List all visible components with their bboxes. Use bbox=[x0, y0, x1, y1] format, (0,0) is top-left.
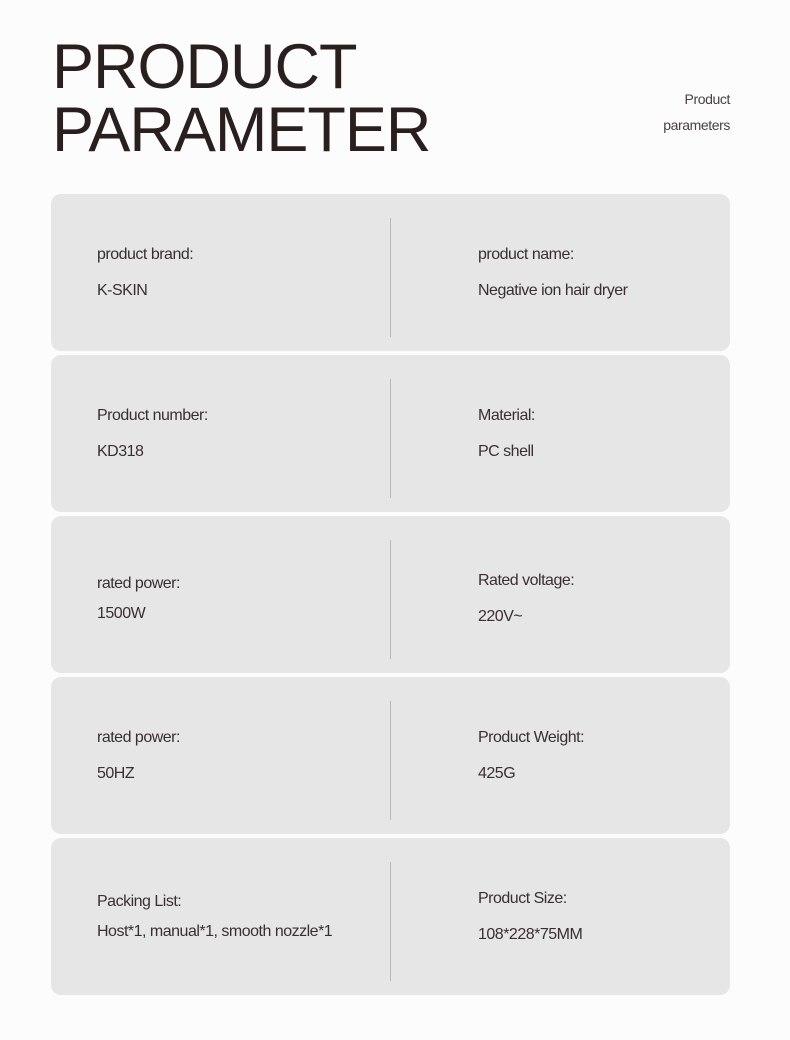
parameter-label: Product number: bbox=[97, 406, 208, 424]
parameter-label: Rated voltage: bbox=[478, 571, 575, 589]
parameter-value: Negative ion hair dryer bbox=[478, 281, 628, 299]
column-divider bbox=[390, 540, 391, 659]
parameter-row-5 bbox=[51, 838, 730, 995]
page-title-line-2: PARAMETER bbox=[52, 95, 431, 165]
parameter-value: Host*1, manual*1, smooth nozzle*1 bbox=[97, 922, 333, 940]
parameter-label: rated power: bbox=[97, 728, 180, 746]
parameter-label: Product Weight: bbox=[478, 728, 585, 746]
parameter-value: 220V~ bbox=[478, 607, 523, 625]
parameter-cell-frequency bbox=[97, 677, 377, 834]
page-subtitle-line-1: Product bbox=[684, 91, 730, 107]
parameter-label: Product Size: bbox=[478, 889, 567, 907]
parameter-label: product brand: bbox=[97, 245, 194, 263]
column-divider bbox=[390, 862, 391, 981]
parameter-value: KD318 bbox=[97, 442, 144, 460]
parameter-value: PC shell bbox=[478, 442, 534, 460]
parameter-cell-rated-voltage bbox=[478, 516, 718, 677]
parameter-cell-rated-power bbox=[97, 516, 377, 677]
parameter-value: 1500W bbox=[97, 604, 146, 622]
parameter-row-3 bbox=[51, 516, 730, 673]
parameter-cell-size bbox=[478, 838, 718, 995]
column-divider bbox=[390, 218, 391, 337]
parameter-label: Material: bbox=[478, 406, 535, 424]
page-subtitle bbox=[663, 86, 730, 138]
page-title bbox=[52, 32, 431, 165]
parameter-value: 425G bbox=[478, 764, 516, 782]
parameter-label: rated power: bbox=[97, 574, 180, 592]
parameter-cell-name bbox=[478, 194, 718, 351]
parameter-table bbox=[51, 194, 730, 999]
page-title-line-1: PRODUCT bbox=[52, 32, 357, 102]
parameter-label: product name: bbox=[478, 245, 574, 263]
parameter-cell-weight bbox=[478, 677, 718, 834]
parameter-value: 50HZ bbox=[97, 764, 135, 782]
parameter-cell-number bbox=[97, 355, 377, 512]
page-subtitle-line-2: parameters bbox=[663, 117, 730, 133]
parameter-value: 108*228*75MM bbox=[478, 925, 583, 943]
parameter-label: Packing List: bbox=[97, 892, 182, 910]
parameter-row-2 bbox=[51, 355, 730, 512]
parameter-cell-material bbox=[478, 355, 718, 512]
parameter-row-4 bbox=[51, 677, 730, 834]
column-divider bbox=[390, 701, 391, 820]
parameter-value: K-SKIN bbox=[97, 281, 148, 299]
parameter-row-1 bbox=[51, 194, 730, 351]
parameter-cell-brand bbox=[97, 194, 377, 351]
parameter-cell-packing-list bbox=[97, 838, 377, 995]
column-divider bbox=[390, 379, 391, 498]
